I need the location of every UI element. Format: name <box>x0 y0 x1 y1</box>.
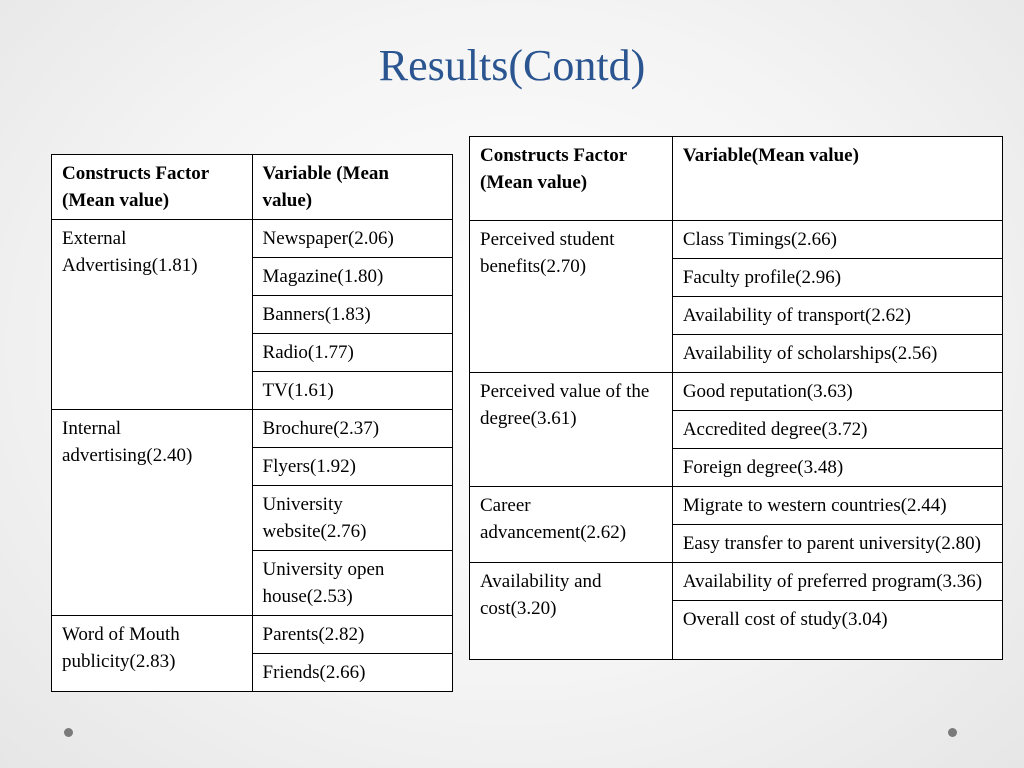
table-row <box>52 220 453 258</box>
variable-cell: Good reputation(3.63) <box>672 373 1002 411</box>
table-row <box>470 487 1003 525</box>
column-header: Constructs Factor (Mean value) <box>470 137 673 221</box>
variable-cell: Accredited degree(3.72) <box>672 411 1002 449</box>
variable-cell: University website(2.76) <box>252 486 452 551</box>
variable-cell: Flyers(1.92) <box>252 448 452 486</box>
slide-title: Results(Contd) <box>378 41 646 90</box>
slide-decoration-dot-right <box>948 728 957 737</box>
column-header: Variable (Mean value) <box>252 155 452 220</box>
factor-cell: Perceived student benefits(2.70) <box>470 221 673 373</box>
variable-cell: Banners(1.83) <box>252 296 452 334</box>
variable-cell: Foreign degree(3.48) <box>672 449 1002 487</box>
table-header-row <box>52 155 453 220</box>
variable-cell: TV(1.61) <box>252 372 452 410</box>
factor-cell: Perceived value of the degree(3.61) <box>470 373 673 487</box>
variable-cell: Availability of scholarships(2.56) <box>672 335 1002 373</box>
variable-cell: Faculty profile(2.96) <box>672 259 1002 297</box>
variable-cell: Radio(1.77) <box>252 334 452 372</box>
variable-cell: Availability of transport(2.62) <box>672 297 1002 335</box>
column-header: Variable(Mean value) <box>672 137 1002 221</box>
variable-cell: University open house(2.53) <box>252 551 452 616</box>
left-results-table <box>51 154 453 692</box>
variable-cell: Newspaper(2.06) <box>252 220 452 258</box>
slide-decoration-dot-left <box>64 728 73 737</box>
variable-cell: Easy transfer to parent university(2.80) <box>672 525 1002 563</box>
variable-cell: Availability of preferred program(3.36) <box>672 563 1002 601</box>
variable-cell: Parents(2.82) <box>252 616 452 654</box>
variable-cell: Magazine(1.80) <box>252 258 452 296</box>
factor-cell: Career advancement(2.62) <box>470 487 673 563</box>
table-header-row <box>470 137 1003 221</box>
column-header: Constructs Factor (Mean value) <box>52 155 253 220</box>
variable-cell: Brochure(2.37) <box>252 410 452 448</box>
variable-cell: Migrate to western countries(2.44) <box>672 487 1002 525</box>
table-row <box>470 221 1003 259</box>
factor-cell: Availability and cost(3.20) <box>470 563 673 660</box>
variable-cell: Friends(2.66) <box>252 654 452 692</box>
variable-cell: Overall cost of study(3.04) <box>672 601 1002 660</box>
factor-cell: Internal advertising(2.40) <box>52 410 253 616</box>
factor-cell: External Advertising(1.81) <box>52 220 253 410</box>
table-row <box>470 373 1003 411</box>
table-row <box>52 616 453 654</box>
right-results-table <box>469 136 1003 660</box>
table-row <box>470 563 1003 601</box>
variable-cell: Class Timings(2.66) <box>672 221 1002 259</box>
factor-cell: Word of Mouth publicity(2.83) <box>52 616 253 692</box>
table-row <box>52 410 453 448</box>
